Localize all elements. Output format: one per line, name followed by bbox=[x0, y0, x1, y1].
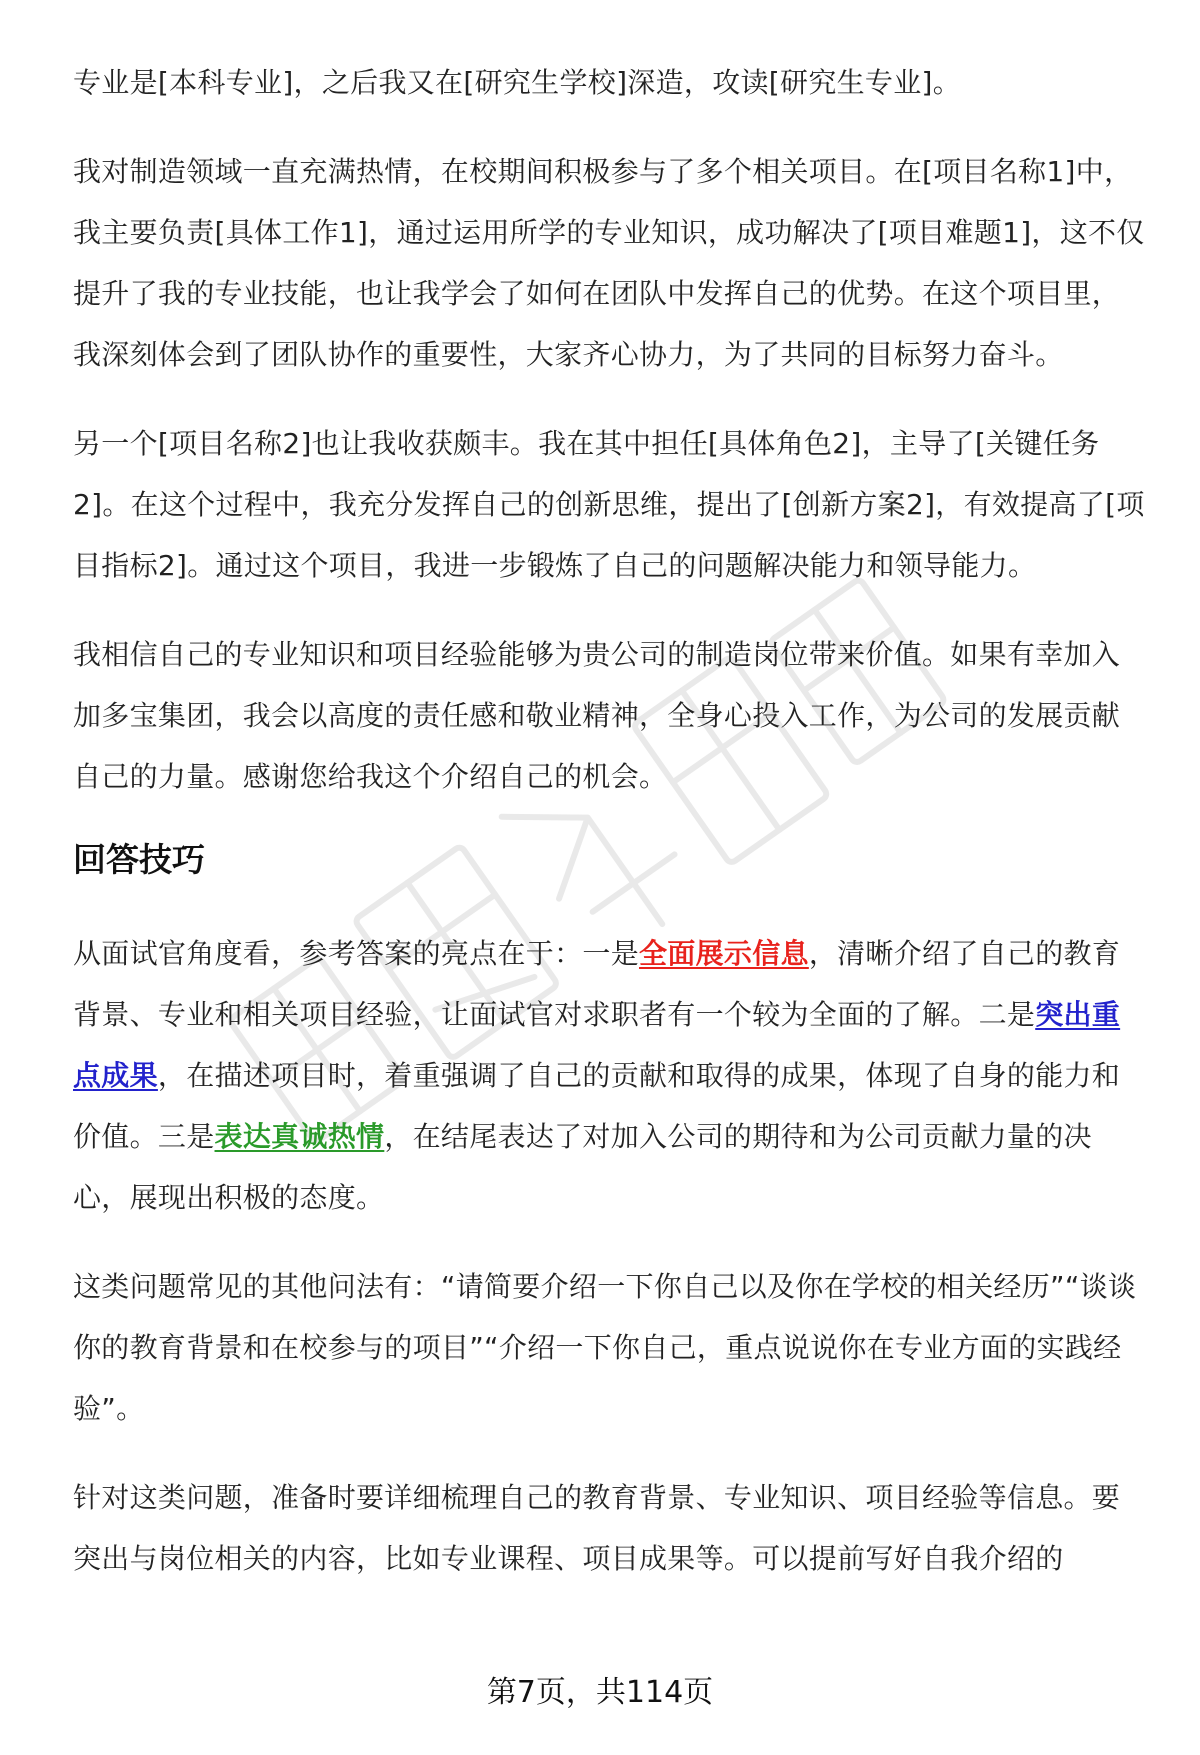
body-paragraph: 这类问题常见的其他问法有：“请简要介绍一下你自己以及你在学校的相关经历”“谈谈你的教育背景和在校参与的项目”“介绍一下你自己，重点说说你在专业方面的实践经验”。 bbox=[73, 1270, 1137, 1425]
tips-text: 从面试官角度看，参考答案的亮点在于：一是 bbox=[73, 937, 640, 970]
highlight-green: 表达真诚热情 bbox=[214, 1120, 385, 1153]
body-paragraph: 针对这类问题，准备时要详细梳理自己的教育背景、专业知识、项目经验等信息。要突出与岗位相关的内容，比如专业课程、项目成果等。可以提前写好自我介绍的 bbox=[73, 1481, 1121, 1575]
tips-text: ，在描述项目时，着重强调了自己的贡献和取得的成果，体现了自身的能力和价值。三是 bbox=[73, 1059, 1121, 1153]
body-paragraph: 另一个[项目名称2]也让我收获颇丰。我在其中担任[具体角色2]，主导了[关键任务2]。在这个过程中，我充分发挥自己的创新思维，提出了[创新方案2]，有效提高了[项目指标2]。通过这个项目，我进一步锻炼了自己的问题解决能力和领导能力。 bbox=[73, 427, 1145, 582]
page-number-footer: 第7页，共114页 bbox=[486, 1675, 714, 1710]
document-body bbox=[73, 52, 1148, 1617]
body-paragraph: 专业是[本科专业]，之后我又在[研究生学校]深造，攻读[研究生专业]。 bbox=[73, 66, 962, 99]
body-paragraph: 我对制造领域一直充满热情，在校期间积极参与了多个相关项目。在[项目名称1]中，我主要负责[具体工作1]，通过运用所学的专业知识，成功解决了[项目难题1]，这不仅提升了我的专业技能，也让我学会了如何在团队中发挥自己的优势。在这个项目里，我深刻体会到了团队协作的重要性，大家齐心协力，为了共同的目标努力奋斗。 bbox=[73, 155, 1145, 371]
body-paragraph: 我相信自己的专业知识和项目经验能够为贵公司的制造岗位带来价值。如果有幸加入加多宝集团，我会以高度的责任感和敬业精神，全身心投入工作，为公司的发展贡献自己的力量。感谢您给我这个介绍自己的机会。 bbox=[73, 638, 1121, 793]
tips-text: ，在结尾表达了对加入公司的期待和为公司贡献力量的决心，展现出积极的态度。 bbox=[73, 1120, 1092, 1214]
highlight-red: 全面展示信息 bbox=[639, 937, 809, 970]
section-heading: 回答技巧 bbox=[73, 840, 205, 879]
tips-text: ，清晰介绍了自己的教育背景、专业和相关项目经验，让面试官对求职者有一个较为全面的了解。二是 bbox=[73, 937, 1121, 1031]
highlight-blue: 突出重点成果 bbox=[73, 998, 1121, 1092]
tips-paragraph bbox=[73, 923, 1148, 1228]
